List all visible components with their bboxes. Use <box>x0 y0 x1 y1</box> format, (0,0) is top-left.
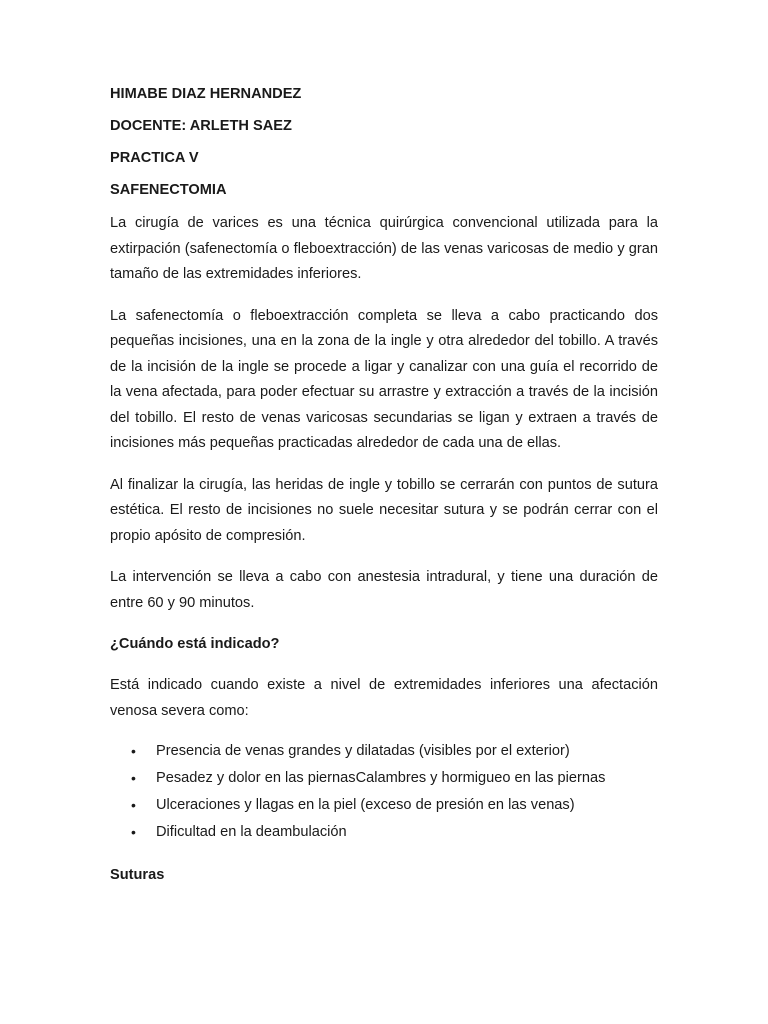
paragraph-anesthesia: La intervención se lleva a cabo con anestesia intradural, y tiene una duración de entre 60 y 90 minutos. <box>110 569 658 611</box>
indication-heading: ¿Cuándo está indicado? <box>110 636 280 652</box>
list-item <box>131 738 658 765</box>
paragraph-closure: Al finalizar la cirugía, las heridas de ingle y tobillo se cerrarán con puntos de sutura estética. El resto de incisiones no suele necesitar sutura y se podrán cerrar con el propio apósito de compresión. <box>110 476 658 544</box>
list-item-text: Pesadez y dolor en las piernasCalambres y hormigueo en las piernas <box>156 770 606 786</box>
teacher-name: DOCENTE: ARLETH SAEZ <box>110 118 292 134</box>
bullet-icon: • <box>131 797 136 813</box>
list-item <box>131 765 658 792</box>
list-item <box>131 819 658 846</box>
list-item-text: Presencia de venas grandes y dilatadas (visibles por el exterior) <box>156 743 570 759</box>
document-title: SAFENECTOMIA <box>110 182 227 198</box>
indication-list <box>110 738 658 846</box>
bullet-icon: • <box>131 770 136 786</box>
list-item-text: Ulceraciones y llagas en la piel (exceso de presión en las venas) <box>156 797 575 813</box>
student-name: HIMABE DIAZ HERNANDEZ <box>110 86 302 102</box>
paragraph-intro: La cirugía de varices es una técnica quirúrgica convencional utilizada para la extirpación (safenectomía o fleboextracción) de las venas varicosas de medio y gran tamaño de las extremidades inferiores. <box>110 215 658 282</box>
indication-intro: Está indicado cuando existe a nivel de extremidades inferiores una afectación venosa severa como: <box>110 677 658 719</box>
paragraph-procedure: La safenectomía o fleboextracción completa se lleva a cabo practicando dos pequeñas incisiones, una en la zona de la ingle y otra alrededor del tobillo. A través de la incisión de la ingle se procede a ligar y canalizar con una guía el recorrido de la vena afectada, para poder efectuar su arrastre y extracción a través de la incisión del tobillo. El resto de venas varicosas secundarias se ligan y extraen a través de incisiones más pequeñas practicadas alrededor de cada una de ellas. <box>110 307 658 451</box>
list-item-text: Dificultad en la deambulación <box>156 824 347 840</box>
list-item <box>131 792 658 819</box>
bullet-icon: • <box>131 743 136 759</box>
practice-label: PRACTICA V <box>110 150 199 166</box>
sutures-heading: Suturas <box>110 867 165 883</box>
bullet-icon: • <box>131 824 136 840</box>
